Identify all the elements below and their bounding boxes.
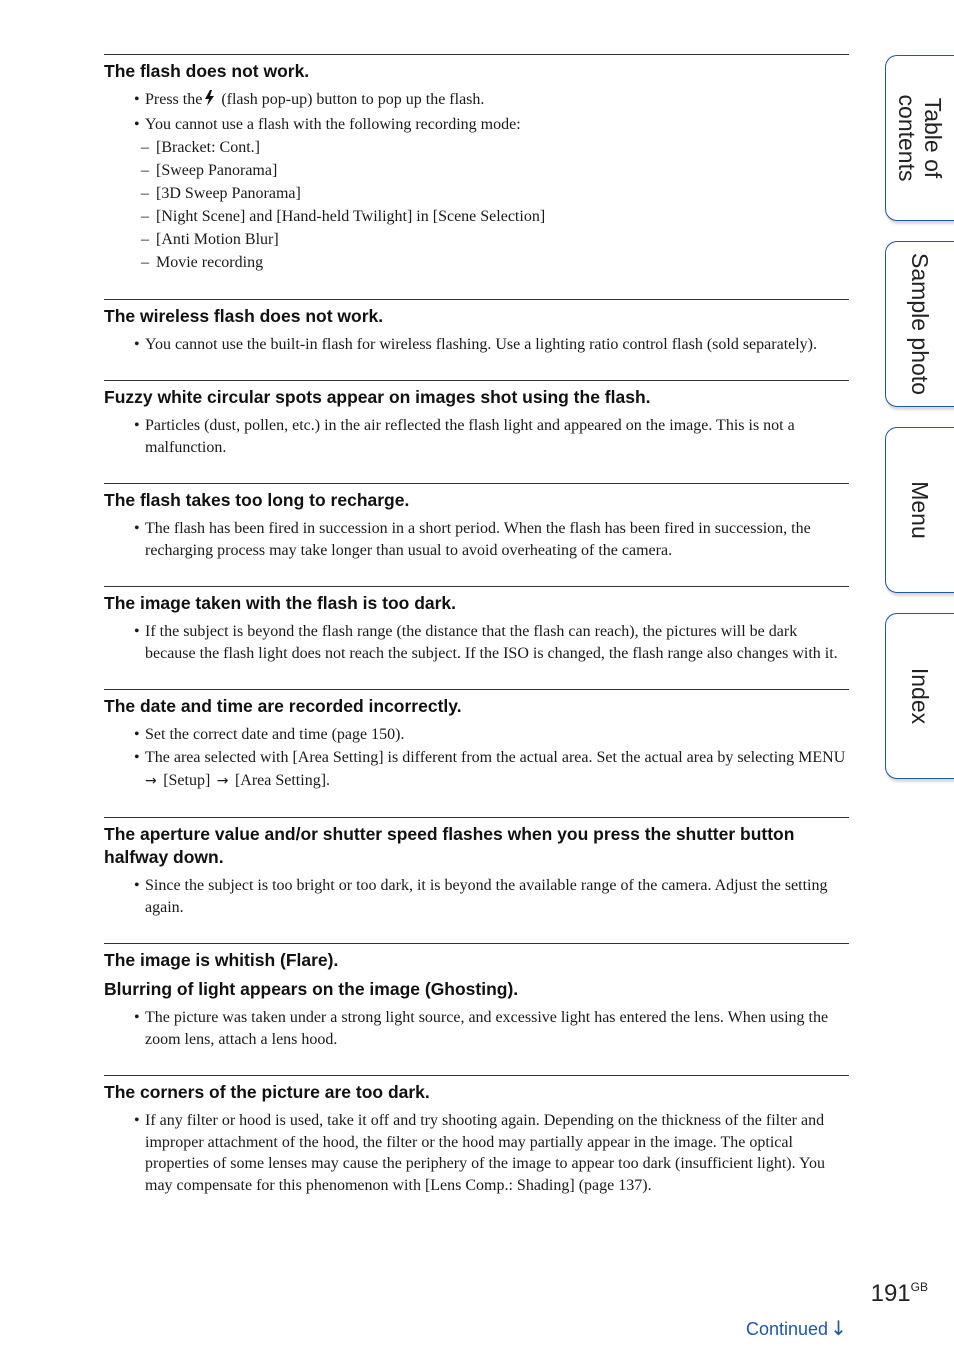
section-heading: The flash does not work.: [104, 61, 310, 81]
bullet-item: • Particles (dust, pollen, etc.) in the air reflected the flash light and appeared on the image. This is not a malfunction.: [104, 415, 849, 458]
sub-list-item: – [Night Scene] and [Hand-held Twilight] in [Scene Selection]: [104, 206, 849, 228]
troubleshooting-content: [104, 54, 849, 1221]
section-heading: The image is whitish (Flare).: [104, 950, 339, 970]
tab-index[interactable]: [885, 613, 954, 779]
troubleshooting-section: [104, 380, 849, 458]
section-heading: The image taken with the flash is too dark.: [104, 593, 457, 613]
right-arrow-icon: →: [212, 772, 233, 789]
tab-table-of-contents[interactable]: [885, 55, 954, 221]
bullet-text-part: The area selected with [Area Setting] is different from the actual area. Set the actual area by selecting MENU: [145, 749, 846, 766]
bullet-text-part: [Area Setting].: [234, 771, 331, 789]
bullet-item: • Set the correct date and time (page 150).: [104, 724, 849, 746]
bullet-item: • The picture was taken under a strong light source, and excessive light has entered the lens. When using the zoom lens, attach a lens hood.: [104, 1007, 849, 1050]
section-heading: The aperture value and/or shutter speed flashes when you press the shutter button halfway down.: [104, 824, 795, 867]
page-number: [871, 1280, 928, 1308]
section-heading: Fuzzy white circular spots appear on images shot using the flash.: [104, 387, 651, 407]
section-heading: Blurring of light appears on the image (Ghosting).: [104, 979, 519, 999]
page-number-suffix: GB: [910, 1280, 928, 1294]
bullet-item: • If the subject is beyond the flash range (the distance that the flash can reach), the pictures will be dark because the flash light does not reach the subject. If the ISO is changed, the flash range also changes with it.: [104, 621, 849, 664]
side-tab-label: Table of contents: [894, 94, 946, 182]
flash-icon: [204, 90, 215, 113]
page-number-value: 191: [870, 1280, 911, 1307]
section-heading: The corners of the picture are too dark.: [104, 1082, 430, 1102]
bullet-item: [104, 747, 849, 792]
right-arrow-icon: →: [145, 772, 162, 789]
bullet-text-part: (flash pop-up) button to pop up the flash.: [217, 91, 485, 108]
bullet-item: • You cannot use the built-in flash for wireless flashing. Use a lighting ratio control flash (sold separately).: [104, 334, 849, 356]
troubleshooting-section: [104, 54, 849, 274]
bullet-text-part: Press the: [145, 91, 203, 108]
bullet-item: • You cannot use a flash with the following recording mode:: [104, 114, 849, 136]
bullet-item: • Since the subject is too bright or too dark, it is beyond the available range of the camera. Adjust the setting again.: [104, 875, 849, 918]
bullet-item: [104, 89, 849, 113]
continued-label: Continued: [746, 1319, 829, 1339]
sub-list-item: – [Bracket: Cont.]: [104, 137, 849, 159]
sub-list-item: – Movie recording: [104, 252, 849, 274]
bullet-item: • If any filter or hood is used, take it off and try shooting again. Depending on the thickness of the filter and improper attachment of the hood, the filter or the hood may partially appear in the image. The optical properties of some lenses may cause the periphery of the image to appear too dark (insufficient light). You may compensate for this phenomenon with [Lens Comp.: Shading] (page 137).: [104, 1110, 849, 1196]
sub-list-item: – [Anti Motion Blur]: [104, 229, 849, 251]
troubleshooting-section: [104, 689, 849, 792]
troubleshooting-section: [104, 299, 849, 356]
section-heading: The flash takes too long to recharge.: [104, 490, 410, 510]
sub-list-item: – [Sweep Panorama]: [104, 160, 849, 182]
sub-list-item: – [3D Sweep Panorama]: [104, 183, 849, 205]
troubleshooting-section: [104, 943, 849, 1050]
side-tab-label: Sample photo: [907, 253, 933, 395]
section-heading: The wireless flash does not work.: [104, 305, 384, 326]
side-tab-label: Index: [907, 667, 933, 725]
section-heading: The date and time are recorded incorrectly.: [104, 696, 462, 716]
tab-menu[interactable]: [885, 427, 954, 593]
bullet-text-part: [Setup]: [163, 771, 211, 789]
troubleshooting-section: [104, 817, 849, 918]
down-arrow-icon: ↓: [830, 1316, 847, 1340]
tab-sample-photo[interactable]: [885, 241, 954, 407]
side-tab-label: Menu: [907, 481, 933, 539]
continued-link[interactable]: [746, 1316, 847, 1340]
troubleshooting-section: [104, 483, 849, 561]
troubleshooting-section: [104, 1075, 849, 1196]
bullet-item: • The flash has been fired in succession in a short period. When the flash has been fired in succession, the recharging process may take longer than usual to avoid overheating of the camera.: [104, 518, 849, 561]
troubleshooting-section: [104, 586, 849, 664]
